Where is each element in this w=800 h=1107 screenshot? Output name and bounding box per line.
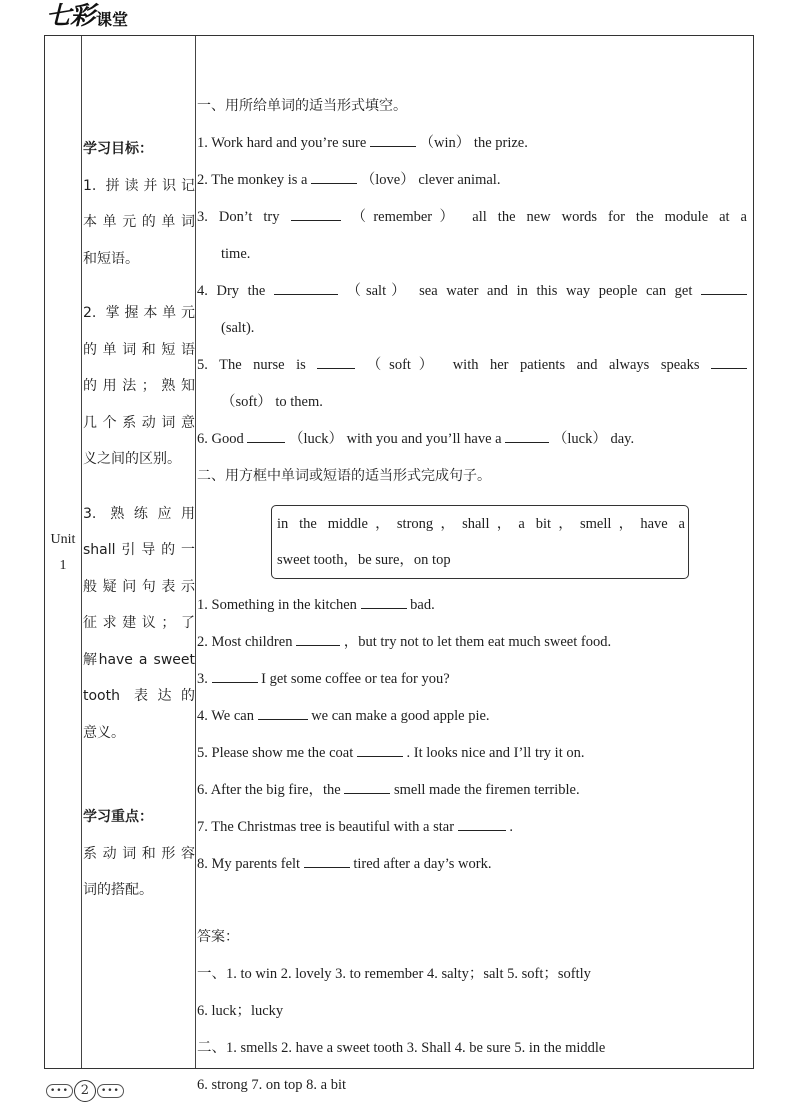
objective-line: 本单元的单词	[83, 214, 195, 230]
question-text: 3. Don’t try	[197, 209, 280, 225]
word-box-line: in the middle，strong，shall，a bit，smell，have a	[277, 516, 685, 532]
question-text: ，but try not to let them eat much sweet food.	[343, 634, 612, 650]
objective-line: 解have a sweet	[83, 651, 195, 668]
question-text: 7. The Christmas tree is beautiful with a star	[197, 819, 455, 835]
objective-line: 意义。	[83, 724, 125, 741]
answer-blank[interactable]	[317, 354, 355, 369]
question-text: 6. After the big fire，the	[197, 782, 341, 798]
answer-blank[interactable]	[357, 742, 403, 757]
answer-line: 6. luck；lucky	[197, 1003, 284, 1019]
question-text: 5. The nurse is	[197, 357, 306, 373]
objective-line: shall引导的一	[83, 542, 195, 558]
key-point-line: 系动词和形容	[83, 845, 195, 862]
question-text: we can make a good apple pie.	[311, 708, 490, 724]
question-text: （soft） with her patients and always speaks	[366, 357, 700, 373]
column-divider	[81, 36, 82, 1068]
exercise-column	[197, 88, 747, 1104]
answer-line: 二、1. smells 2. have a sweet tooth 3. Shall 4. be sure 5. in the middle	[197, 1040, 606, 1056]
exercise-item	[197, 421, 747, 458]
question-text: 6. Good	[197, 431, 244, 447]
answer-blank[interactable]	[247, 428, 285, 443]
objective-line: 义之间的区别。	[83, 451, 181, 467]
unit-label	[45, 527, 81, 579]
question-text: tired after a day’s work.	[353, 856, 492, 872]
logo-sub: 课堂	[96, 10, 129, 29]
question-text: 8. My parents felt	[197, 856, 301, 872]
answer-blank[interactable]	[711, 354, 747, 369]
exercise-item	[197, 199, 747, 236]
objective-line: 和短语。	[83, 250, 139, 267]
publisher-logo	[46, 2, 128, 32]
question-text: （win） the prize.	[419, 135, 528, 151]
question-text: bad.	[410, 597, 435, 613]
question-text: .	[509, 819, 513, 835]
question-text: 4. We can	[197, 708, 254, 724]
section1-heading: 一、用所给单词的适当形式填空。	[197, 98, 407, 114]
question-text: . It looks nice and I’ll try it on.	[406, 745, 585, 761]
question-text: （salt） sea water and in this way people can get	[346, 283, 693, 299]
exercise-item	[197, 125, 747, 162]
exercise-item-continued: （soft） to them.	[221, 394, 323, 410]
objectives-column	[83, 131, 195, 909]
objective-line: 般疑问句表示	[83, 578, 195, 595]
exercise-item	[197, 735, 747, 772]
question-text: 5. Please show me the coat	[197, 745, 354, 761]
question-text: （luck） with you and you’ll have a	[288, 431, 502, 447]
page-number-value: 2	[74, 1080, 96, 1102]
exercise-item	[197, 809, 747, 846]
answer-blank[interactable]	[291, 206, 341, 221]
word-box-line: sweet tooth，be sure，on top	[277, 552, 451, 568]
page-number-decoration: •••	[97, 1084, 124, 1098]
exercise-item	[197, 661, 747, 698]
answers-title: 答案：	[197, 929, 239, 945]
section2-heading: 二、用方框中单词或短语的适当形式完成句子。	[197, 468, 491, 484]
answer-line: 一、1. to win 2. lovely 3. to remember 4. salty；salt 5. soft；softly	[197, 966, 591, 982]
key-point-line: 词的搭配。	[83, 882, 153, 898]
objective-line: 的单词和短语	[83, 341, 195, 358]
answer-blank[interactable]	[458, 816, 506, 831]
unit-label-number: 1	[59, 558, 67, 573]
exercise-item	[197, 587, 747, 624]
question-text: I get some coffee or tea for you?	[261, 671, 450, 687]
question-text: 4. Dry the	[197, 283, 266, 299]
unit-label-text: Unit	[50, 532, 76, 547]
page-number	[46, 1080, 124, 1102]
objectives-title: 学习目标：	[83, 141, 153, 157]
word-box	[271, 505, 689, 579]
exercise-item	[197, 347, 747, 384]
question-text: smell made the firemen terrible.	[394, 782, 580, 798]
answer-blank[interactable]	[274, 280, 338, 295]
column-divider	[195, 36, 196, 1068]
objective-line: 的用法；熟知	[83, 378, 195, 394]
lesson-table	[44, 35, 754, 1093]
objective-line: 1. 拼读并识记	[83, 177, 195, 194]
logo-brand: 七彩	[46, 1, 95, 30]
question-text: （remember） all the new words for the module at a	[351, 209, 747, 225]
answer-blank[interactable]	[344, 779, 390, 794]
exercise-item-continued: (salt).	[221, 320, 255, 336]
objective-line: tooth 表达的	[83, 688, 195, 704]
answer-blank[interactable]	[505, 428, 549, 443]
exercise-item	[197, 624, 747, 661]
question-text: 3.	[197, 671, 208, 687]
answer-blank[interactable]	[258, 705, 308, 720]
exercise-item	[197, 273, 747, 310]
exercise-item-continued: time.	[221, 246, 251, 262]
answer-blank[interactable]	[212, 668, 258, 683]
exercise-item	[197, 846, 747, 883]
exercise-item	[197, 698, 747, 735]
exercise-item	[197, 772, 747, 809]
answer-blank[interactable]	[311, 169, 357, 184]
objective-line: 3. 熟练应用	[83, 505, 195, 522]
objective-line: 征求建议；了	[83, 615, 195, 631]
answer-blank[interactable]	[370, 132, 416, 147]
exercise-item	[197, 162, 747, 199]
answer-blank[interactable]	[296, 631, 340, 646]
key-points-title: 学习重点：	[83, 809, 153, 825]
question-text: 1. Work hard and you’re sure	[197, 135, 367, 151]
answer-line: 6. strong 7. on top 8. a bit	[197, 1077, 347, 1093]
question-text: 1. Something in the kitchen	[197, 597, 357, 613]
answer-blank[interactable]	[701, 280, 747, 295]
question-text: （luck） day.	[552, 431, 635, 447]
objective-line: 2. 掌握本单元	[83, 305, 195, 321]
question-text: （love） clever animal.	[360, 172, 501, 188]
question-text: 2. Most children	[197, 634, 293, 650]
page-number-decoration: •••	[46, 1084, 73, 1098]
answer-blank[interactable]	[361, 594, 407, 609]
objective-line: 几个系动词意	[83, 414, 195, 431]
question-text: 2. The monkey is a	[197, 172, 308, 188]
answer-blank[interactable]	[304, 853, 350, 868]
